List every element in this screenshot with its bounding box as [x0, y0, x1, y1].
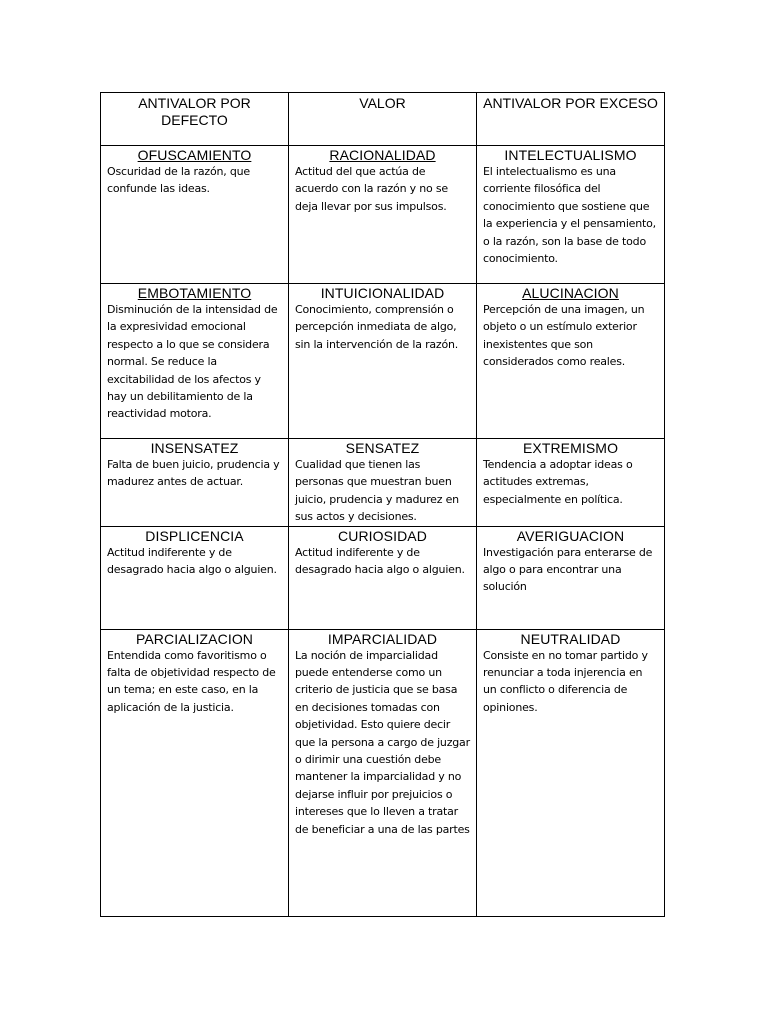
cell-exceso	[477, 526, 665, 629]
cell-defecto	[101, 629, 289, 916]
definition: Disminución de la intensidad de la expresividad emocional respecto a lo que se considera normal. Se reduce la excitabilidad de los afectos y hay un debilitamiento de la reactividad motora.	[107, 303, 278, 421]
definition: Actitud del que actúa de acuerdo con la razón y no se deja llevar por sus impulsos.	[295, 165, 448, 213]
cell-defecto	[101, 526, 289, 629]
definition: El intelectualismo es una corriente filosófica del conocimiento que sostiene que la experiencia y el pensamiento, o la razón, son la base de todo conocimiento.	[483, 165, 656, 266]
table-row	[101, 284, 665, 439]
cell-defecto	[101, 284, 289, 439]
cell-defecto	[101, 439, 289, 527]
term: DISPLICENCIA	[145, 527, 244, 544]
definition: Cualidad que tienen las personas que muestran buen juicio, prudencia y madurez en sus actos y decisiones.	[295, 458, 459, 524]
term: INTUICIONALIDAD	[320, 285, 445, 301]
definition: Conocimiento, comprensión o percepción inmediata de algo, sin la intervención de la razón.	[295, 303, 459, 351]
definition: Entendida como favoritismo o falta de objetividad respecto de un tema; en este caso, en la aplicación de la justicia.	[107, 648, 276, 714]
definition: Percepción de una imagen, un objeto o un estímulo exterior inexistentes que son considerados como reales.	[483, 303, 645, 369]
definition: La noción de imparcialidad puede entenderse como un criterio de justicia que se basa en decisiones tomadas con objetividad. Esto quiere decir que la persona a cargo de juzgar o dirimir una cuestión debe mantener la imparcialidad y no dejarse influir por prejuicios o intereses que lo lleven a tratar de beneficiar a una de las partes	[295, 648, 470, 836]
cell-exceso	[477, 439, 665, 527]
definition: Tendencia a adoptar ideas o actitudes extremas, especialmente en política.	[483, 458, 633, 506]
cell-exceso	[477, 146, 665, 284]
cell-exceso	[477, 629, 665, 916]
term: SENSATEZ	[345, 440, 420, 456]
term: INSENSATEZ	[150, 440, 239, 456]
cell-valor	[289, 629, 477, 916]
cell-defecto	[101, 146, 289, 284]
definition: Investigación para enterarse de algo o para encontrar una solución	[483, 545, 653, 594]
term: ALUCINACION	[522, 285, 619, 301]
definition: Falta de buen juicio, prudencia y madurez antes de actuar.	[107, 458, 280, 489]
term: NEUTRALIDAD	[520, 630, 621, 647]
definition: Actitud indiferente y de desagrado hacia algo o alguien.	[295, 545, 465, 577]
definition: Actitud indiferente y de desagrado hacia algo o alguien.	[107, 545, 277, 577]
term: AVERIGUACION	[516, 527, 625, 544]
term: CURIOSIDAD	[338, 527, 427, 544]
table-row	[101, 526, 665, 629]
term: EMBOTAMIENTO	[137, 285, 252, 301]
header-valor: VALOR	[289, 93, 477, 146]
definition: Oscuridad de la razón, que confunde las ideas.	[107, 165, 250, 196]
table-header-row	[101, 93, 665, 146]
term: EXTREMISMO	[522, 440, 619, 456]
table-row	[101, 439, 665, 527]
term: PARCIALIZACION	[135, 630, 254, 647]
header-antivalor-defecto: ANTIVALOR POR DEFECTO	[101, 93, 289, 146]
cell-valor	[289, 146, 477, 284]
values-table	[100, 92, 665, 917]
cell-valor	[289, 284, 477, 439]
definition: Consiste en no tomar partido y renunciar a toda injerencia en un conflicto o diferencia de opiniones.	[483, 648, 648, 714]
table-row	[101, 629, 665, 916]
term: IMPARCIALIDAD	[327, 630, 438, 647]
table-row	[101, 146, 665, 284]
header-antivalor-exceso: ANTIVALOR POR EXCESO	[477, 93, 665, 146]
cell-valor	[289, 439, 477, 527]
cell-valor	[289, 526, 477, 629]
term: RACIONALIDAD	[329, 147, 436, 163]
term: INTELECTUALISMO	[504, 147, 637, 163]
cell-exceso	[477, 284, 665, 439]
term: OFUSCAMIENTO	[137, 147, 252, 163]
